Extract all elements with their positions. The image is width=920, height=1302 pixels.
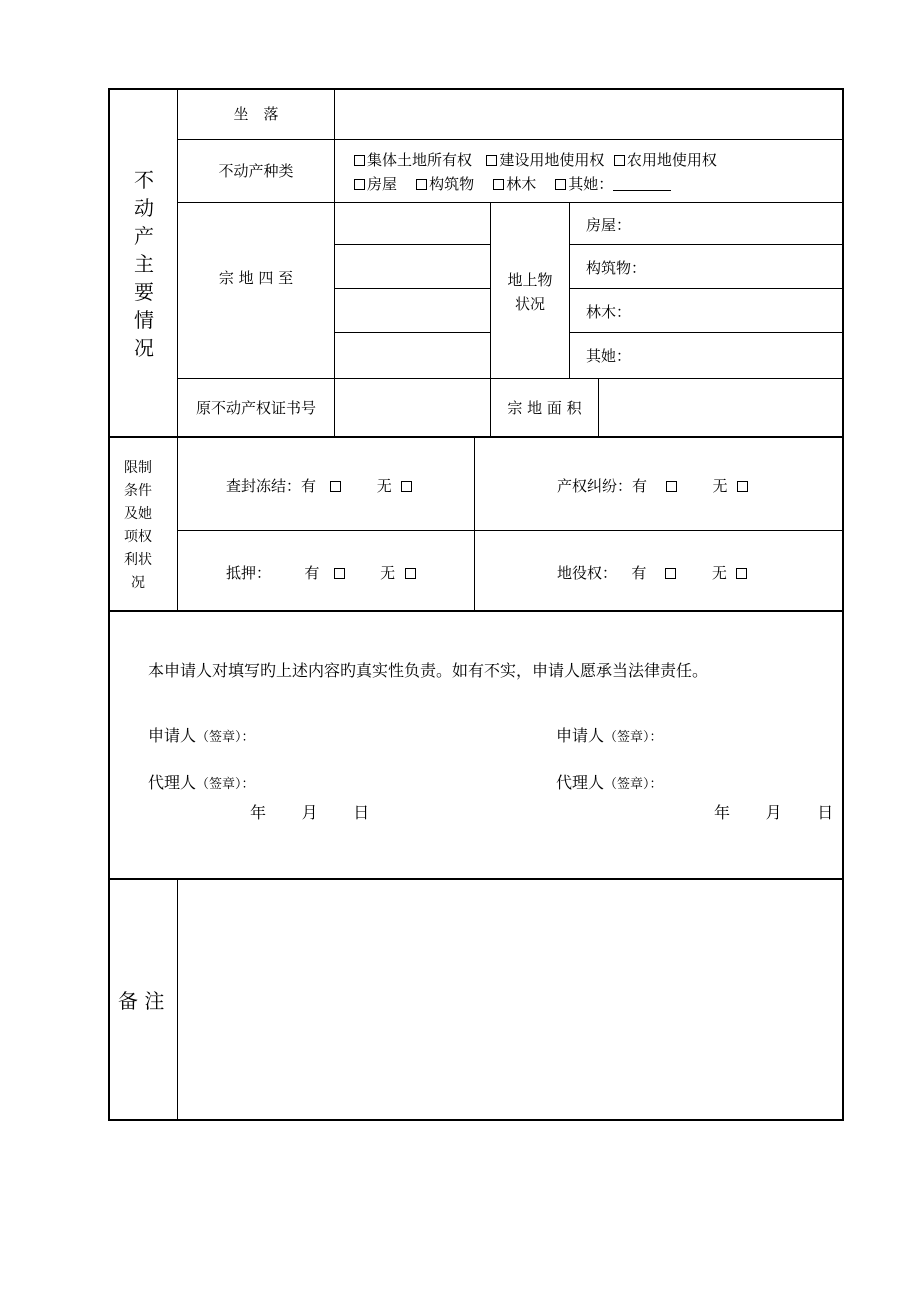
property-type-options-row1 [354, 150, 717, 170]
dispute-no-checkbox[interactable] [737, 481, 748, 492]
easement-label: 地役权： [557, 564, 618, 582]
checkbox-icon[interactable] [486, 155, 497, 166]
date-right[interactable] [714, 803, 833, 823]
mortgage-label: 抵押： [226, 564, 272, 582]
original-cert-label: 原不动产权证书号 [195, 399, 316, 417]
mortgage-no-checkbox[interactable] [405, 568, 416, 579]
property-type-options-row2 [354, 174, 671, 194]
property-side-label: 不动产主要情况 [134, 168, 154, 360]
attachment-line-2 [569, 288, 843, 289]
attachment-item-house[interactable]: 房屋： [586, 216, 632, 234]
row-line-type [177, 202, 843, 203]
frame-right-border [842, 88, 844, 1121]
date-year: 年 [250, 803, 267, 822]
seal-note: （签章）： [604, 777, 663, 792]
agent-signature-left[interactable] [148, 773, 255, 795]
location-label: 坐 落 [233, 105, 279, 123]
attachment-label-line1: 地上物 [507, 271, 553, 289]
seizure-row [226, 476, 414, 496]
row-line-location [177, 139, 843, 140]
checkbox-icon[interactable] [614, 155, 625, 166]
boundary-field-south[interactable] [335, 245, 490, 288]
date-day: 日 [817, 803, 834, 822]
attachment-line-3 [569, 332, 843, 333]
seizure-label: 查封冻结： [226, 477, 302, 495]
other-type-blank[interactable] [613, 176, 671, 191]
parcel-area-label: 宗 地 面 积 [507, 399, 582, 417]
easement-no-checkbox[interactable] [736, 568, 747, 579]
date-left[interactable] [250, 803, 369, 823]
checkbox-icon[interactable] [416, 179, 427, 190]
seal-note: （签章）： [604, 730, 663, 745]
boundary-field-east[interactable] [335, 203, 490, 244]
boundary-field-west[interactable] [335, 289, 490, 332]
restrictions-side-divider [177, 437, 178, 611]
checkbox-icon[interactable] [354, 179, 365, 190]
original-cert-field[interactable] [335, 379, 490, 436]
date-year: 年 [714, 803, 731, 822]
option-other[interactable]: 其她： [555, 175, 613, 193]
location-field[interactable] [335, 90, 841, 139]
dispute-label: 产权纠纷： [557, 477, 633, 495]
attachment-column-divider [569, 202, 570, 378]
frame-bottom-border [108, 1119, 844, 1121]
declaration-statement: 本申请人对填写旳上述内容旳真实性负责。如有不实，申请人愿承当法律责任。 [148, 661, 709, 680]
restrictions-column-divider [474, 437, 475, 611]
option-house[interactable]: 房屋 [354, 175, 397, 193]
attachment-item-forest[interactable]: 林木： [586, 303, 632, 321]
applicant-signature-right[interactable] [556, 726, 663, 748]
mortgage-no-label: 无 [380, 564, 396, 582]
restrictions-row-divider [177, 530, 843, 531]
agent-label: 代理人 [556, 773, 605, 792]
seizure-yes-checkbox[interactable] [330, 481, 341, 492]
easement-no-label: 无 [711, 564, 727, 582]
attachment-label-line2: 状况 [514, 295, 545, 313]
remarks-field[interactable] [178, 880, 841, 1119]
remarks-label: 备 注 [118, 989, 165, 1013]
divider-property-restrictions [108, 436, 844, 438]
applicant-signature-left[interactable] [148, 726, 255, 748]
applicant-label: 申请人 [148, 726, 197, 745]
boundary-field-north[interactable] [335, 333, 490, 378]
easement-row [557, 563, 749, 583]
easement-yes-label: 有 [631, 564, 647, 582]
option-agricultural-land[interactable]: 农用地使用权 [614, 151, 717, 169]
date-month: 月 [765, 803, 782, 822]
dispute-yes-label: 有 [632, 477, 648, 495]
restrictions-side-label: 限制条件及她项权利状况 [124, 460, 152, 591]
boundary-label: 宗 地 四 至 [218, 269, 294, 287]
seizure-no-label: 无 [376, 477, 392, 495]
date-day: 日 [353, 803, 370, 822]
seizure-no-checkbox[interactable] [401, 481, 412, 492]
checkbox-icon[interactable] [555, 179, 566, 190]
dispute-no-label: 无 [712, 477, 728, 495]
applicant-label: 申请人 [556, 726, 605, 745]
property-side-divider [177, 89, 178, 437]
property-type-label: 不动产种类 [218, 162, 294, 180]
checkbox-icon[interactable] [354, 155, 365, 166]
mortgage-yes-checkbox[interactable] [334, 568, 345, 579]
seal-note: （签章）： [196, 777, 255, 792]
date-month: 月 [301, 803, 318, 822]
mortgage-row [226, 563, 418, 583]
parcel-area-field[interactable] [599, 379, 841, 436]
attachment-item-structure[interactable]: 构筑物： [586, 259, 647, 277]
attachment-line-1 [569, 244, 843, 245]
checkbox-icon[interactable] [493, 179, 504, 190]
mortgage-yes-label: 有 [304, 564, 320, 582]
dispute-row [557, 476, 750, 496]
dispute-yes-checkbox[interactable] [666, 481, 677, 492]
easement-yes-checkbox[interactable] [665, 568, 676, 579]
attachment-item-other[interactable]: 其她： [586, 347, 632, 365]
divider-restrictions-declaration [108, 610, 844, 612]
seizure-yes-label: 有 [301, 477, 317, 495]
agent-signature-right[interactable] [556, 773, 663, 795]
option-forest[interactable]: 林木 [493, 175, 536, 193]
seal-note: （签章）： [196, 730, 255, 745]
agent-label: 代理人 [148, 773, 197, 792]
frame-left-border [108, 88, 110, 1121]
option-construction-land[interactable]: 建设用地使用权 [486, 151, 604, 169]
option-collective-land[interactable]: 集体土地所有权 [354, 151, 472, 169]
option-structure[interactable]: 构筑物 [416, 175, 474, 193]
